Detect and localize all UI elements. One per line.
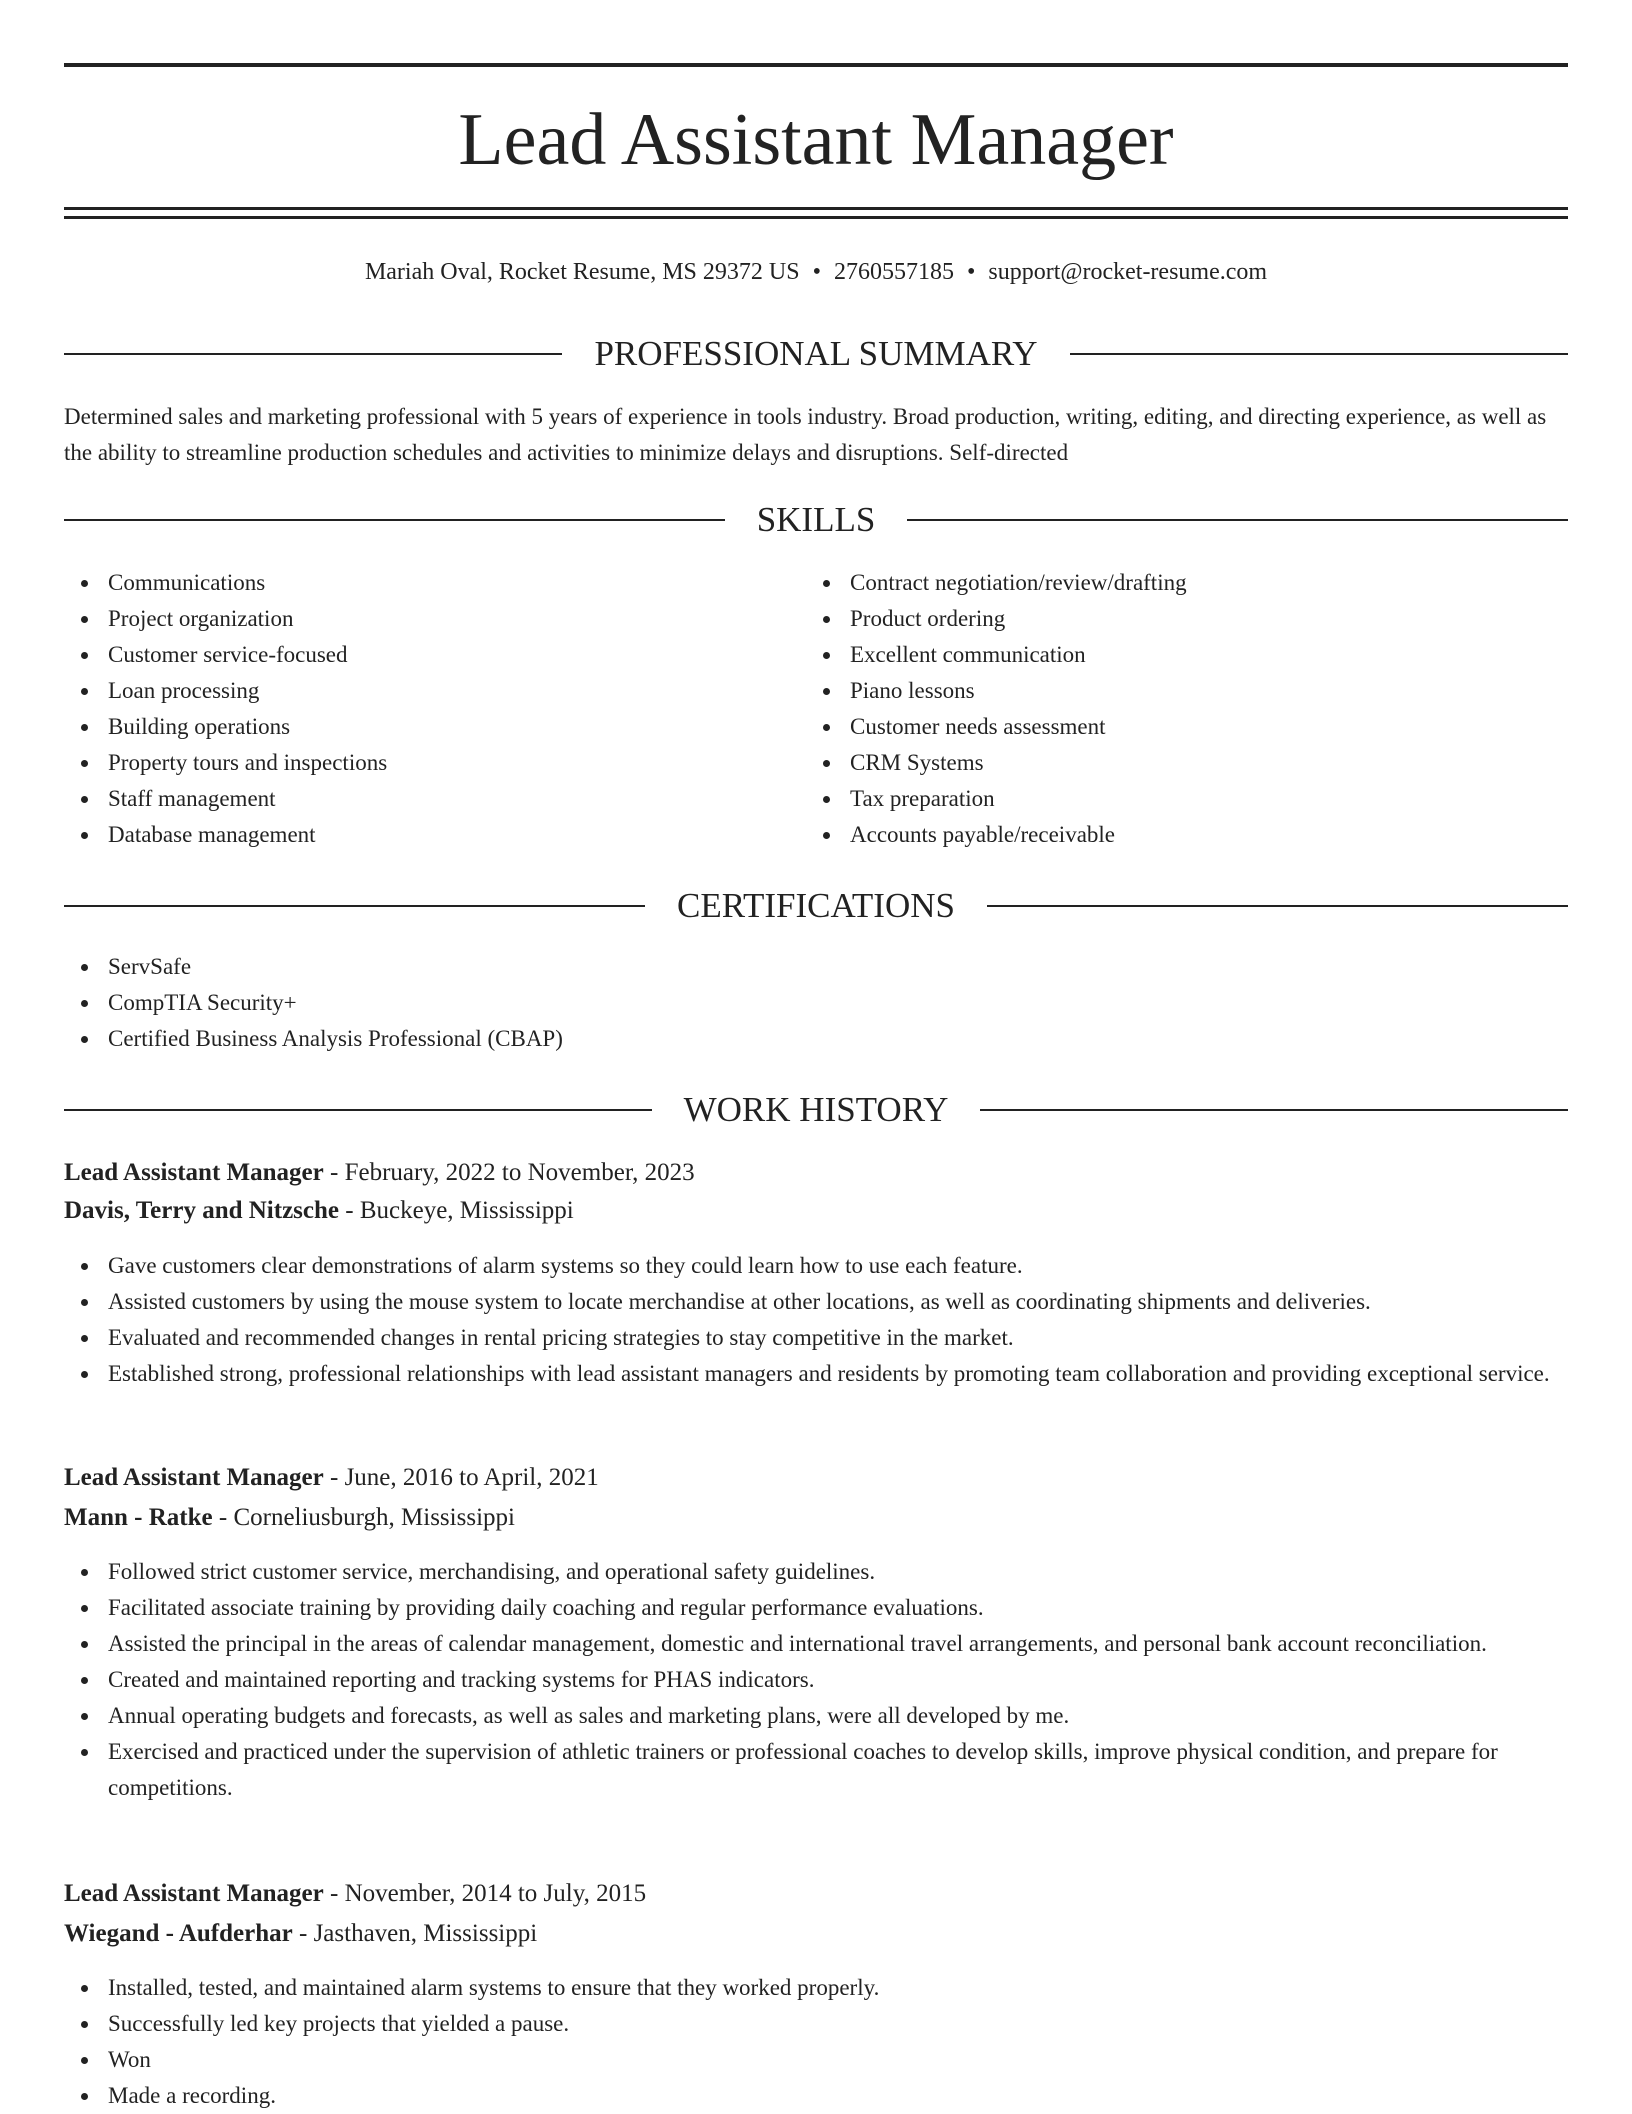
contact-separator: •	[812, 259, 821, 285]
job-title: Lead Assistant Manager	[64, 1159, 324, 1186]
skill-item: Customer service-focused	[64, 637, 764, 673]
skill-item: Property tours and inspections	[64, 745, 764, 781]
job-bullet: Established strong, professional relationships with lead assistant managers and residents by promoting team collaboration and providing exceptional service.	[64, 1356, 1568, 1392]
skill-item: Contract negotiation/review/drafting	[806, 565, 1566, 601]
job-dash: -	[323, 1880, 345, 1907]
contact-separator: •	[966, 259, 976, 285]
resume-title: Lead Assistant Manager	[458, 99, 1174, 181]
skill-item: Building operations	[64, 709, 764, 745]
job-bullet: Followed strict customer service, merchandising, and operational safety guidelines.	[64, 1554, 1568, 1590]
skill-item: Loan processing	[64, 673, 764, 709]
job-bullet: Facilitated associate training by providing daily coaching and regular performance evaluations.	[64, 1590, 1568, 1626]
work-history-heading	[64, 1090, 1568, 1130]
heading-rule-left	[64, 353, 562, 355]
contact-phone: 2760557185	[833, 259, 954, 285]
summary-heading-text: PROFESSIONAL SUMMARY	[594, 334, 1038, 373]
job-title: Lead Assistant Manager	[64, 1464, 324, 1491]
skills-list-left	[64, 565, 764, 853]
job-title-line	[64, 1876, 1568, 1912]
skill-item: Customer needs assessment	[806, 709, 1566, 745]
job-bullet: Successfully led key projects that yielded a pause.	[64, 2006, 1568, 2042]
job-bullet: Annual operating budgets and forecasts, as well as sales and marketing plans, were all developed by me.	[64, 1698, 1568, 1734]
heading-rule-right	[1070, 353, 1568, 355]
job-bullet: Gave customers clear demonstrations of alarm systems so they could learn how to use each feature.	[64, 1248, 1568, 1284]
job-company: Wiegand - Aufderhar	[64, 1920, 293, 1947]
job-company-line	[64, 1193, 1568, 1229]
certification-item: CompTIA Security+	[64, 985, 1568, 1021]
job-bullet: Installed, tested, and maintained alarm systems to ensure that they worked properly.	[64, 1970, 1568, 2006]
job-bullet: Evaluated and recommended changes in rental pricing strategies to stay competitive in the market.	[64, 1320, 1568, 1356]
skill-item: Accounts payable/receivable	[806, 817, 1566, 853]
job-title-line	[64, 1155, 1568, 1191]
job-location: Buckeye, Mississippi	[359, 1197, 574, 1224]
job-dash: -	[323, 1464, 345, 1491]
header-top-rule	[64, 63, 1568, 67]
certifications-list	[64, 949, 1568, 1057]
contact-line	[64, 256, 1568, 288]
job-bullets	[64, 1970, 1568, 2114]
contact-email[interactable]: support@rocket-resume.com	[988, 259, 1268, 285]
job-bullet: Assisted customers by using the mouse system to locate merchandise at other locations, as well as coordinating shipments and deliveries.	[64, 1284, 1568, 1320]
skill-item: CRM Systems	[806, 745, 1566, 781]
job-location: Jasthaven, Mississippi	[313, 1920, 538, 1947]
job-dash: -	[339, 1197, 360, 1224]
work-history-heading-text: WORK HISTORY	[683, 1090, 949, 1129]
job-title: Lead Assistant Manager	[64, 1880, 324, 1907]
job-dash: -	[292, 1920, 314, 1947]
job-company-line	[64, 1916, 1568, 1952]
job-dates: February, 2022 to November, 2023	[344, 1159, 695, 1186]
skill-item: Excellent communication	[806, 637, 1566, 673]
skill-item: Piano lessons	[806, 673, 1566, 709]
heading-rule-right	[907, 519, 1568, 521]
job-bullet: Assisted the principal in the areas of calendar management, domestic and international travel arrangements, and personal bank account reconciliation.	[64, 1626, 1568, 1662]
job-dash: -	[323, 1159, 345, 1186]
skill-item: Database management	[64, 817, 764, 853]
job-company: Davis, Terry and Nitzsche	[64, 1197, 339, 1224]
skill-item: Project organization	[64, 601, 764, 637]
job-bullet: Made a recording.	[64, 2078, 1568, 2114]
job-company: Mann - Ratke	[64, 1504, 213, 1531]
job-dates: November, 2014 to July, 2015	[344, 1880, 647, 1907]
job-bullets	[64, 1248, 1568, 1392]
certifications-heading-text: CERTIFICATIONS	[677, 886, 955, 925]
contact-address: Mariah Oval, Rocket Resume, MS 29372 US	[364, 259, 800, 285]
summary-heading	[64, 334, 1568, 374]
certifications-heading	[64, 886, 1568, 926]
certification-item: Certified Business Analysis Professional (CBAP)	[64, 1021, 1568, 1057]
skill-item: Product ordering	[806, 601, 1566, 637]
job-location: Corneliusburgh, Mississippi	[233, 1504, 515, 1531]
skills-heading-text: SKILLS	[756, 500, 876, 539]
job-bullet: Won	[64, 2042, 1568, 2078]
header-double-rule-lower	[64, 216, 1568, 219]
heading-rule-left	[64, 1109, 652, 1111]
job-dates: June, 2016 to April, 2021	[344, 1464, 599, 1491]
job-bullets	[64, 1554, 1568, 1806]
skill-item: Staff management	[64, 781, 764, 817]
job-bullet: Exercised and practiced under the supervision of athletic trainers or professional coaches to develop skills, improve physical condition, and prepare for competitions.	[64, 1734, 1568, 1806]
summary-text: Determined sales and marketing professional with 5 years of experience in tools industry. Broad production, writing, editing, and directing experience, as well as the ability to streamline production schedules and activities to minimize delays and disruptions. Self-directed	[64, 404, 1547, 465]
certification-item: ServSafe	[64, 949, 1568, 985]
skills-list-right	[806, 565, 1566, 853]
heading-rule-left	[64, 519, 725, 521]
skill-item: Communications	[64, 565, 764, 601]
heading-rule-right	[987, 905, 1568, 907]
heading-rule-right	[980, 1109, 1568, 1111]
heading-rule-left	[64, 905, 645, 907]
skills-heading	[64, 500, 1568, 540]
skill-item: Tax preparation	[806, 781, 1566, 817]
header-double-rule-upper	[64, 207, 1568, 210]
job-dash: -	[212, 1504, 234, 1531]
job-company-line	[64, 1500, 1568, 1536]
job-bullet: Created and maintained reporting and tracking systems for PHAS indicators.	[64, 1662, 1568, 1698]
job-title-line	[64, 1460, 1568, 1496]
